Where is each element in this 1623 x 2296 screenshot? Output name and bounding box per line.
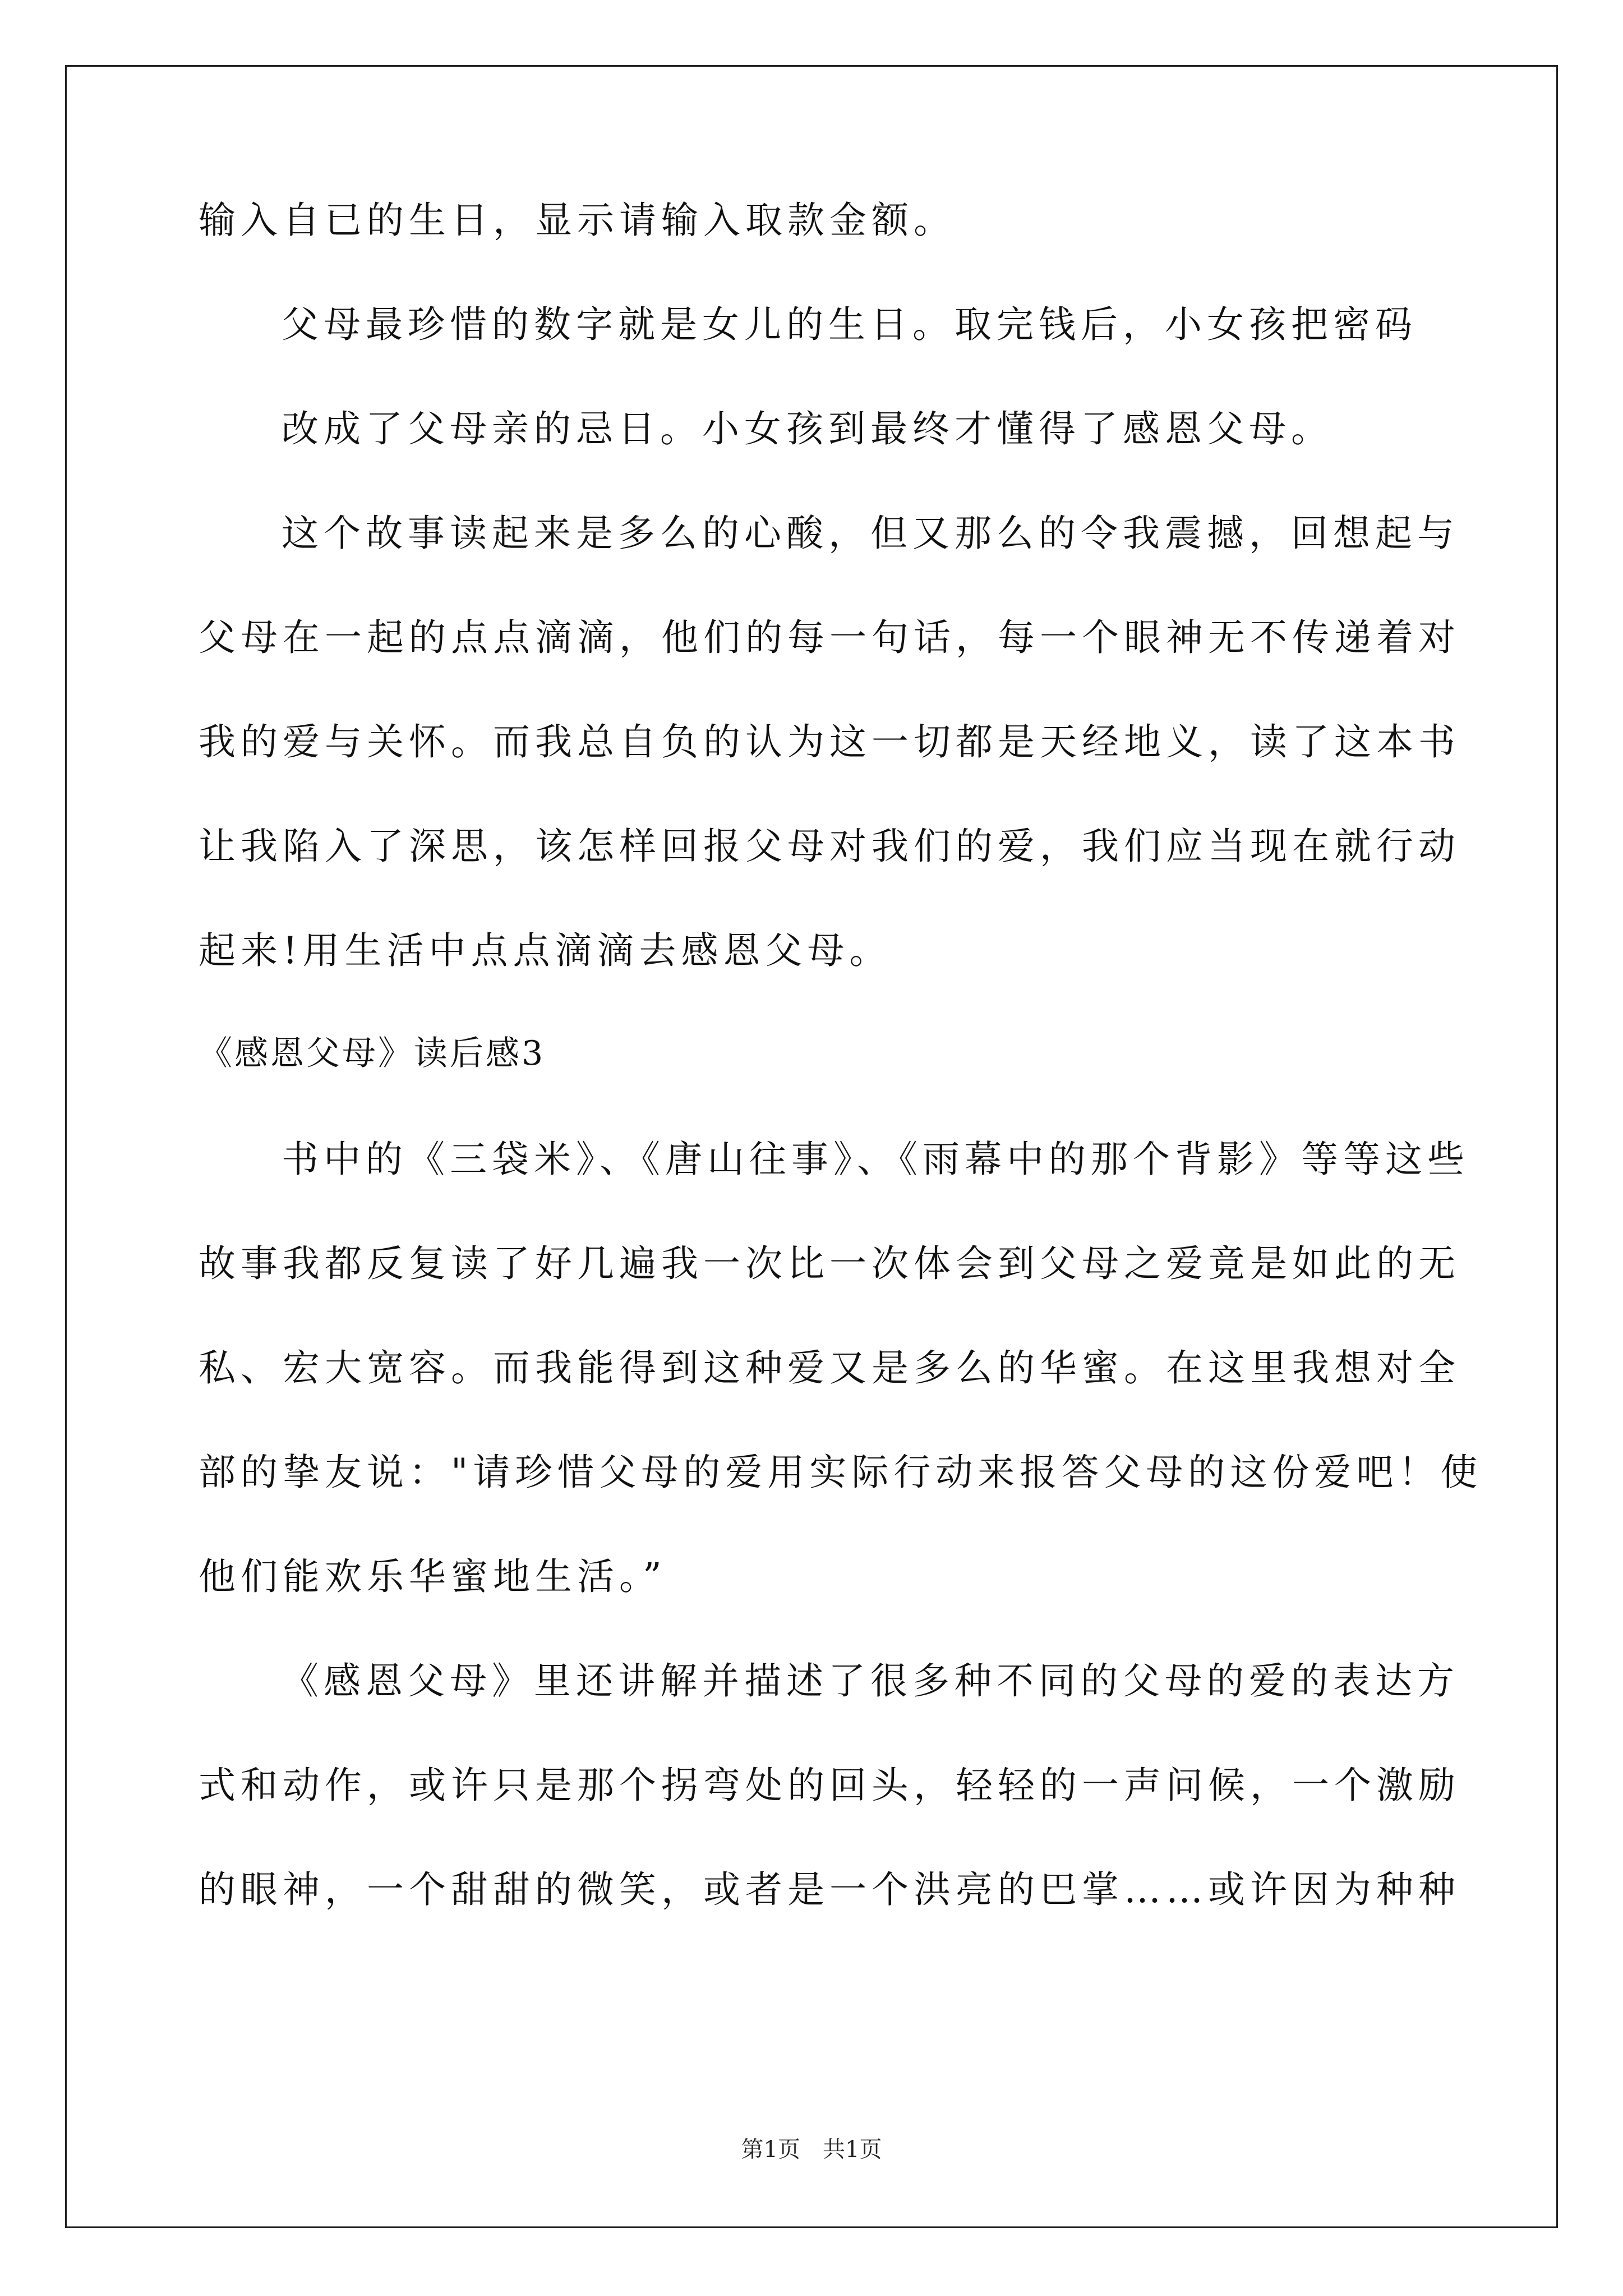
paragraph-line: 书中的《三袋米》、《唐山往事》、《雨幕中的那个背影》等等这些 bbox=[282, 1138, 1469, 1181]
page-number-footer: 第1页 共1页 bbox=[741, 2137, 882, 2162]
paragraph-line: 父母在一起的点点滴滴，他们的每一句话，每一个眼神无不传递着对 bbox=[199, 616, 1460, 659]
paragraph-line: 部的挚友说："请珍惜父母的爱用实际行动来报答父母的这份爱吧！使 bbox=[199, 1451, 1483, 1494]
section-heading: 《感恩父母》读后感3 bbox=[199, 1034, 546, 1073]
paragraph-line: 私、宏大宽容。而我能得到这种爱又是多么的华蜜。在这里我想对全 bbox=[199, 1346, 1460, 1389]
paragraph-line: 我的爱与关怀。而我总自负的认为这一切都是天经地义，读了这本书 bbox=[199, 720, 1460, 763]
paragraph-line: 式和动作，或许只是那个拐弯处的回头，轻轻的一声问候，一个激励 bbox=[199, 1764, 1460, 1807]
paragraph-line: 起来!用生活中点点滴滴去感恩父母。 bbox=[199, 929, 892, 972]
paragraph-line: 这个故事读起来是多么的心酸，但又那么的令我震撼，回想起与 bbox=[282, 512, 1459, 555]
paragraph-line: 的眼神，一个甜甜的微笑，或者是一个洪亮的巴掌……或许因为种种 bbox=[199, 1868, 1460, 1911]
paragraph-line: 故事我都反复读了好几遍我一次比一次体会到父母之爱竟是如此的无 bbox=[199, 1242, 1460, 1285]
paragraph-line: 父母最珍惜的数字就是女儿的生日。取完钱后，小女孩把密码 bbox=[282, 303, 1417, 346]
document-body bbox=[199, 199, 1483, 1976]
paragraph-line: 他们能欢乐华蜜地生活。” bbox=[199, 1555, 667, 1598]
paragraph-line: 《感恩父母》里还讲解并描述了很多种不同的父母的爱的表达方 bbox=[282, 1659, 1459, 1703]
paragraph-line: 让我陷入了深思，该怎样回报父母对我们的爱，我们应当现在就行动 bbox=[199, 825, 1460, 868]
paragraph-line: 改成了父母亲的忌日。小女孩到最终才懂得了感恩父母。 bbox=[282, 407, 1333, 450]
paragraph-line: 输入自已的生日，显示请输入取款金额。 bbox=[199, 199, 956, 242]
